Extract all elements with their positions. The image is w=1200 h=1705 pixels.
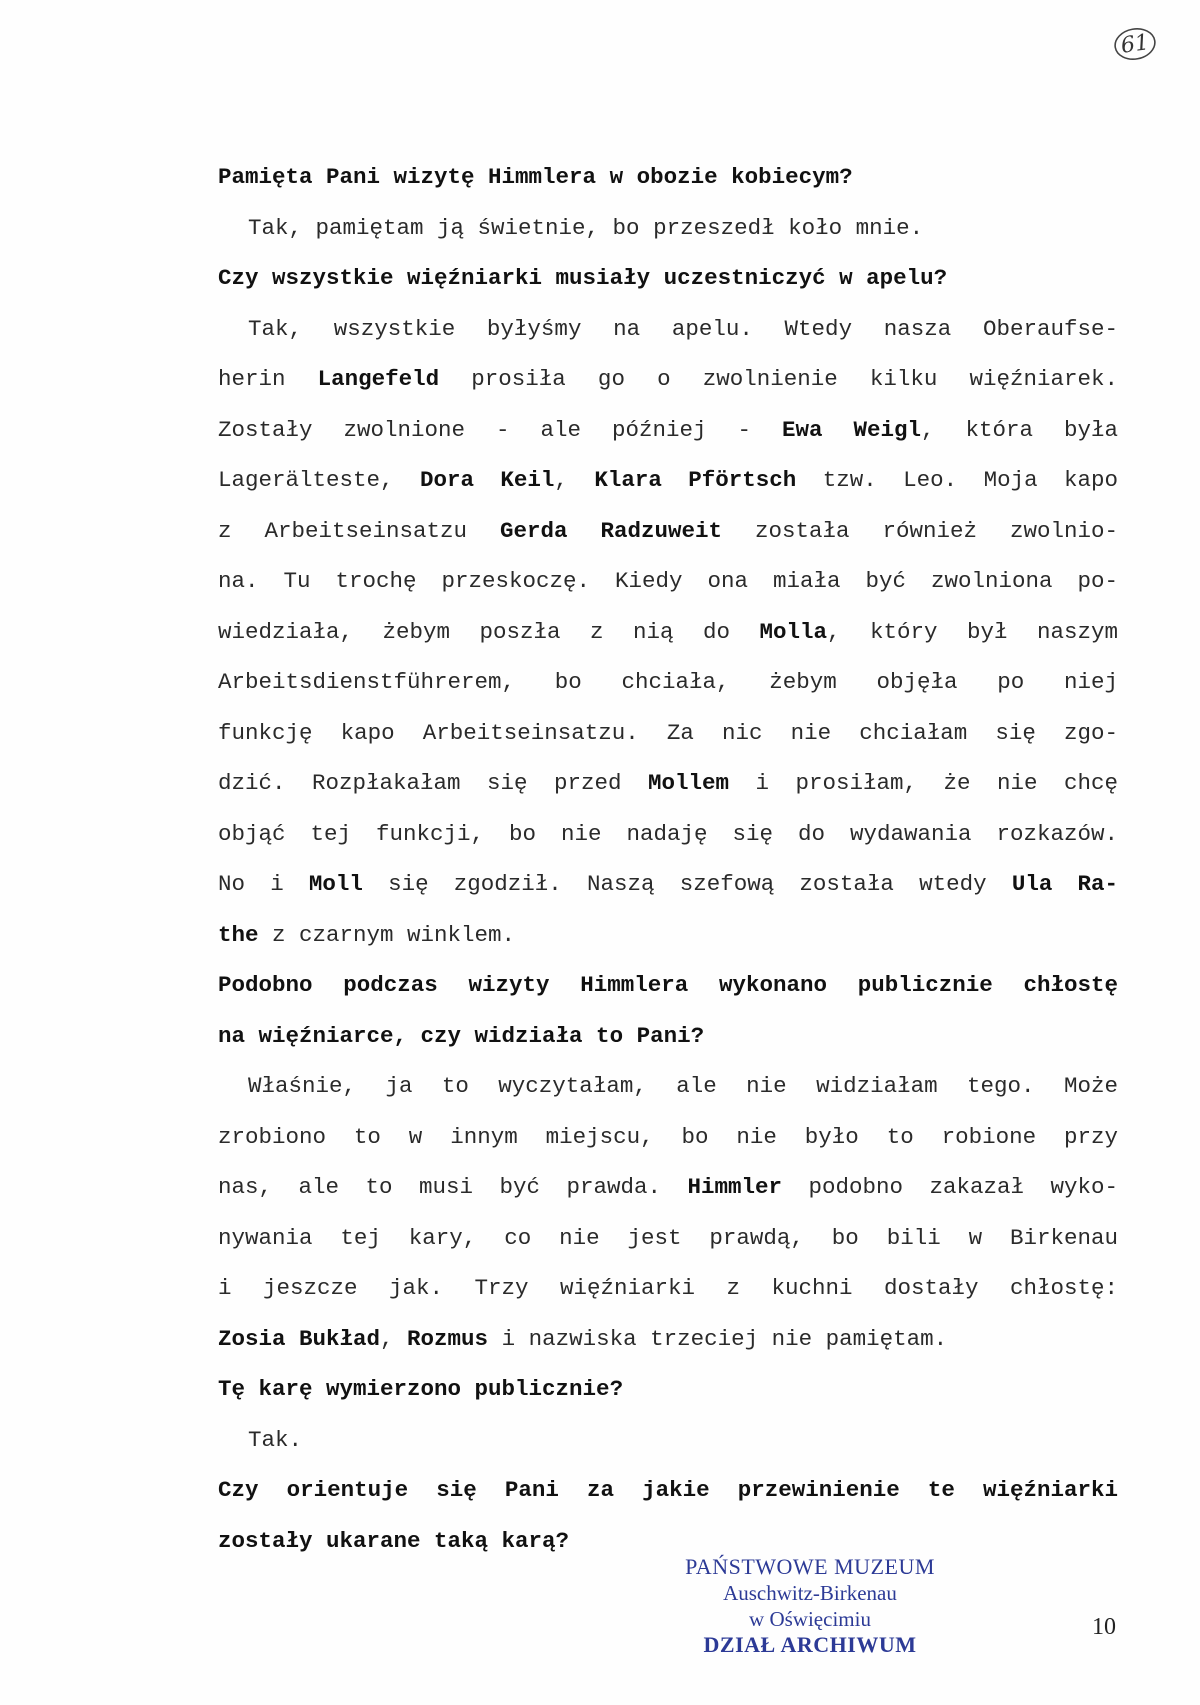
page-number: 10 bbox=[1092, 1614, 1116, 1640]
bold-name: Gerda Radzuweit bbox=[500, 517, 723, 544]
bold-name: Moll bbox=[308, 871, 363, 897]
text-line: Pamięta Pani wizytę Himmlera w obozie kobiecym? bbox=[218, 164, 853, 190]
text-line: Lagerälteste, Dora Keil, Klara Pförtsch tzw. Leo. Moja kapo bbox=[218, 467, 1119, 493]
stamp-line-3: w Oświęcimiu bbox=[749, 1607, 871, 1631]
answer-paragraph bbox=[218, 203, 1118, 254]
bold-name: Molla bbox=[759, 618, 827, 645]
bold-name: Mollem bbox=[648, 770, 730, 796]
text-line: Arbeitsdienstführerem, bo chciała, żebym objęła po niej bbox=[218, 669, 1118, 695]
text-line: Tę karę wymierzono publicznie? bbox=[218, 1376, 624, 1402]
text-line: zostały ukarane taką karą? bbox=[218, 1527, 570, 1554]
text-line: Zosia Bukład, Rozmus i nazwiska trzeciej nie pamiętam. bbox=[218, 1325, 948, 1352]
text-line: Podobno podczas wizyty Himmlera wykonano publicznie chłostę bbox=[218, 972, 1118, 998]
text-line: Właśnie, ja to wyczytałam, ale nie widziałam tego. Może bbox=[248, 1073, 1118, 1099]
interview-text bbox=[218, 152, 1118, 1566]
bold-name: Klara Pförtsch bbox=[594, 467, 797, 493]
folio-mark bbox=[1112, 26, 1158, 62]
text-line: wiedziała, żebym poszła z nią do Molla, który był naszym bbox=[218, 618, 1118, 645]
bold-name: Langefeld bbox=[317, 366, 440, 392]
text-line: No i Moll się zgodził. Naszą szefową została wtedy Ula Ra- bbox=[218, 871, 1119, 897]
text-line: funkcję kapo Arbeitseinsatzu. Za nic nie chciałam się zgo- bbox=[218, 719, 1118, 746]
text-line: Tak. bbox=[248, 1426, 303, 1453]
bold-name: Dora Keil bbox=[419, 467, 555, 493]
text-line: zrobiono to w innym miejscu, bo nie było to robione przy bbox=[218, 1123, 1118, 1150]
text-line: Czy orientuje się Pani za jakie przewinienie te więźniarki bbox=[218, 1477, 1118, 1503]
bold-name: Ewa Weigl bbox=[781, 416, 921, 443]
bold-name: Himmler bbox=[687, 1174, 782, 1200]
bold-name: Rozmus bbox=[407, 1325, 489, 1352]
stamp-line-1: PAŃSTWOWE MUZEUM bbox=[685, 1554, 935, 1579]
bold-name: Ula Ra- bbox=[1011, 871, 1119, 897]
question-paragraph bbox=[218, 253, 1118, 304]
stamp-line-2: Auschwitz-Birkenau bbox=[723, 1581, 897, 1605]
text-line: nas, ale to musi być prawda. Himmler podobno zakazał wyko- bbox=[218, 1174, 1118, 1200]
text-line: Czy wszystkie więźniarki musiały uczestniczyć w apelu? bbox=[218, 265, 948, 291]
archive-stamp bbox=[660, 1554, 960, 1658]
question-paragraph bbox=[218, 1364, 1118, 1415]
answer-paragraph bbox=[218, 1061, 1118, 1364]
text-line: the z czarnym winklem. bbox=[218, 921, 516, 948]
bold-name: Zosia Bukład bbox=[218, 1325, 381, 1352]
text-line: nywania tej kary, co nie jest prawdą, bo bili w Birkenau bbox=[218, 1224, 1118, 1251]
text-line: na. Tu trochę przeskoczę. Kiedy ona miała być zwolniona po- bbox=[218, 568, 1118, 594]
text-line: na więźniarce, czy widziała to Pani? bbox=[218, 1022, 705, 1049]
folio-number: 61 bbox=[1119, 29, 1151, 59]
bold-name: the bbox=[218, 921, 259, 948]
text-line: i jeszcze jak. Trzy więźniarki z kuchni dostały chłostę: bbox=[218, 1275, 1118, 1301]
answer-paragraph bbox=[218, 304, 1118, 961]
text-line: Tak, pamiętam ją świetnie, bo przeszedł koło mnie. bbox=[248, 214, 924, 241]
text-line: Zostały zwolnione - ale później - Ewa Weigl, która była bbox=[218, 416, 1118, 443]
stamp-line-4: DZIAŁ ARCHIWUM bbox=[703, 1632, 917, 1657]
question-paragraph bbox=[218, 960, 1118, 1061]
text-line: Tak, wszystkie byłyśmy na apelu. Wtedy nasza Oberaufse- bbox=[248, 315, 1118, 342]
text-line: objąć tej funkcji, bo nie nadaję się do wydawania rozkazów. bbox=[218, 820, 1118, 847]
question-paragraph bbox=[218, 152, 1118, 203]
text-line: dzić. Rozpłakałam się przed Mollem i prosiłam, że nie chcę bbox=[218, 770, 1118, 796]
question-paragraph bbox=[218, 1465, 1118, 1566]
answer-paragraph bbox=[218, 1415, 1118, 1466]
text-line: z Arbeitseinsatzu Gerda Radzuweit została również zwolnio- bbox=[218, 517, 1118, 544]
text-line: herin Langefeld prosiła go o zwolnienie kilku więźniarek. bbox=[218, 366, 1119, 392]
